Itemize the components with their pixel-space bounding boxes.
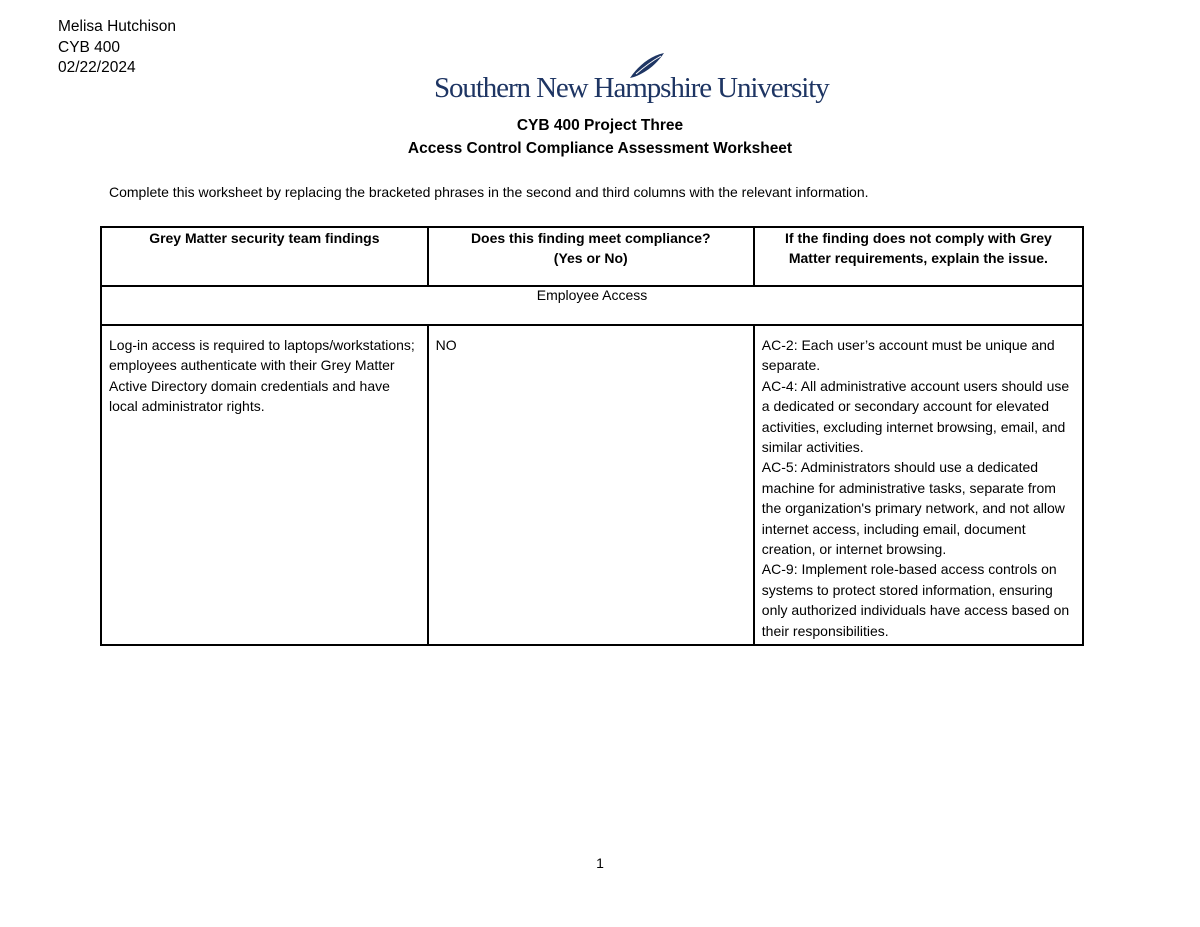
compliance-table [100, 226, 1084, 646]
finding-text: Log-in access is required to laptops/workstations; employees authenticate with their Grey Matter Active Directory domain credentials and have local administrator rights. [109, 337, 415, 415]
table-header-row [101, 227, 1083, 286]
finding-cell [101, 325, 428, 645]
header-findings: Grey Matter security team findings [101, 227, 428, 286]
issue-list [755, 326, 1082, 641]
author-name: Melisa Hutchison [58, 18, 177, 35]
header-issue: If the finding does not comply with Grey Matter requirements, explain the issue. [754, 227, 1083, 286]
header-compliance-line2: (Yes or No) [553, 250, 628, 266]
course-code: CYB 400 [58, 38, 121, 56]
page-number: 1 [596, 855, 604, 871]
header-compliance [428, 227, 754, 286]
section-row [101, 286, 1083, 325]
instructions-text: Complete this worksheet by replacing the bracketed phrases in the second and third columns with the relevant information. [109, 184, 869, 200]
section-employee-access: Employee Access [101, 286, 1083, 325]
university-logo [434, 52, 829, 104]
compliance-cell [428, 325, 754, 645]
logo-text: Southern New Hampshire University [434, 72, 829, 104]
header-compliance-line1: Does this finding meet compliance? [470, 230, 711, 246]
document-subtitle: Access Control Compliance Assessment Worksheet [407, 140, 793, 157]
author-block [58, 17, 176, 79]
issue-ac2: AC-2: Each user’s account must be unique and separate. [761, 337, 1055, 374]
document-date: 02/22/2024 [58, 59, 136, 76]
document-title: CYB 400 Project Three [516, 117, 684, 134]
issue-ac5: AC-5: Administrators should use a dedicated machine for administrative tasks, separate from the organization's primary network, and not allow internet access, including email, document creation, or internet browsing. [761, 459, 1065, 558]
issue-ac4: AC-4: All administrative account users should use a dedicated or secondary account for elevated activities, excluding internet browsing, email, and similar activities. [761, 377, 1070, 456]
table-row [101, 325, 1083, 645]
compliance-value: NO [435, 337, 457, 353]
issue-cell [754, 325, 1083, 645]
issue-ac9: AC-9: Implement role-based access controls on systems to protect stored information, ensuring only authorized individuals have access based on their responsibilities. [761, 561, 1070, 639]
